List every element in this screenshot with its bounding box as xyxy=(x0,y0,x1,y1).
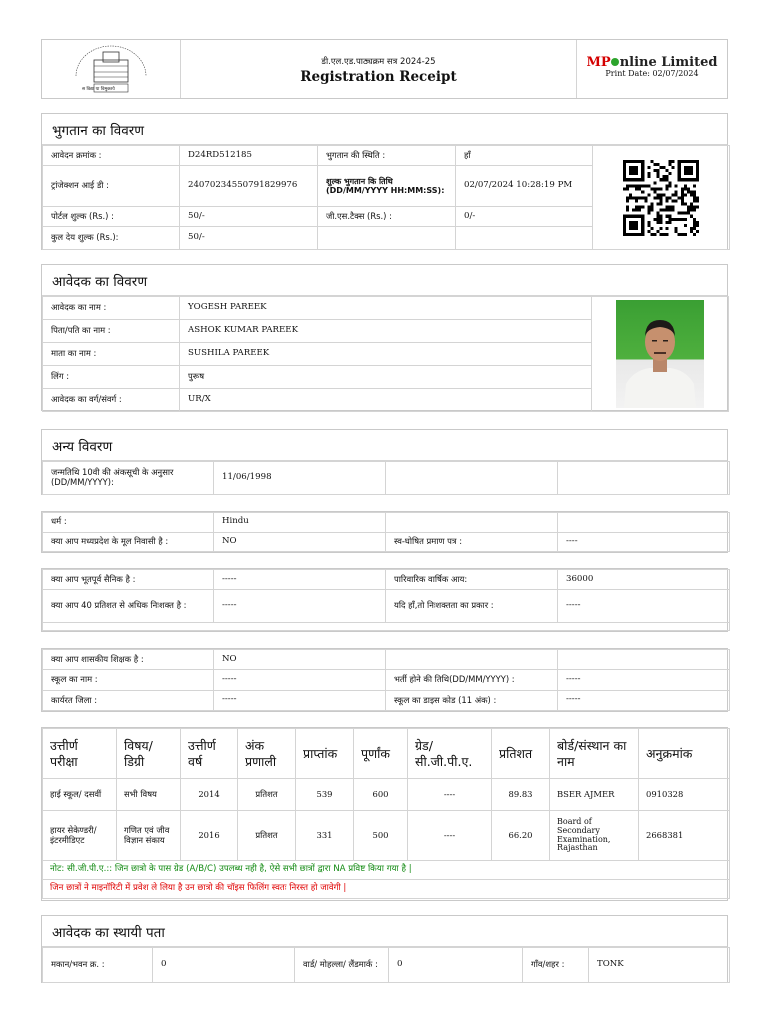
photo-cell xyxy=(592,297,729,412)
date-label: शुल्क भुगतान कि तिथि (DD/MM/YYYY HH:MM:SS): xyxy=(318,166,456,207)
edu-header-rollno: अनुक्रमांक xyxy=(639,729,730,779)
app-no-value: D24RD512185 xyxy=(180,146,318,166)
ward-value: 0 xyxy=(389,948,523,983)
qr-cell xyxy=(593,146,730,250)
edu-header-grade: ग्रेड/ सी.जी.पी.ए. xyxy=(408,729,492,779)
person-photo-icon xyxy=(616,300,704,408)
house-value: 0 xyxy=(153,948,295,983)
village-value: TONK xyxy=(589,948,730,983)
edu-cell: 2014 xyxy=(181,779,238,811)
religion-value: Hindu xyxy=(214,513,386,533)
brand-rest: nline Limited xyxy=(619,55,718,70)
gst-value: 0/- xyxy=(456,207,593,227)
applicant-title: आवेदक का विवरण xyxy=(42,265,727,296)
status-label: भुगतान की स्थिति : xyxy=(318,146,456,166)
logo-motto: स विद्या या विमुक्तये xyxy=(82,87,115,92)
edu-cell: 500 xyxy=(354,811,408,861)
education-header-row xyxy=(43,729,730,779)
disability-type-value: ----- xyxy=(558,590,730,623)
native-label: क्या आप मध्यप्रदेश के मूल निवासी है : xyxy=(43,532,214,552)
edu-header-total: पूर्णांक xyxy=(354,729,408,779)
edu-cell: हाई स्कूल/ दसवीं xyxy=(43,779,117,811)
brand-block xyxy=(576,40,727,98)
app-no-label: आवेदन क्रमांक : xyxy=(43,146,180,166)
edu-header-subject: विषय/ डिग्री xyxy=(117,729,181,779)
logo xyxy=(42,40,181,98)
applicant-section xyxy=(41,264,728,411)
payment-title: भुगतान का विवरण xyxy=(42,114,727,145)
edu-cell: हायर सेकेण्डरी/ इंटरमीडिएट xyxy=(43,811,117,861)
edu-cell: 600 xyxy=(354,779,408,811)
edu-header-system: अंक प्रणाली xyxy=(238,729,296,779)
name-value: YOGESH PAREEK xyxy=(180,297,592,320)
payment-section xyxy=(41,113,728,250)
joining-value: ----- xyxy=(558,670,730,690)
district-label: कार्यरत जिला : xyxy=(43,690,214,710)
house-label: मकान/भवन क्र. : xyxy=(43,948,153,983)
joining-label: भर्ती होने की तिथि(DD/MM/YYYY) : xyxy=(386,670,558,690)
district-value: ----- xyxy=(214,690,386,710)
dise-label: स्कूल का डाइस कोड (11 अंक) : xyxy=(386,690,558,710)
edu-cell: BSER AJMER xyxy=(550,779,639,811)
school-value: ----- xyxy=(214,670,386,690)
education-section xyxy=(41,727,728,901)
disabled-value: ----- xyxy=(214,590,386,623)
ward-label: वार्ड/ मोहल्ला/ लैंडमार्क : xyxy=(295,948,389,983)
teacher-table xyxy=(41,648,728,712)
date-value: 02/07/2024 10:28:19 PM xyxy=(456,166,593,207)
receipt-header xyxy=(41,39,728,99)
gender-label: लिंग : xyxy=(43,366,180,389)
school-label: स्कूल का नाम : xyxy=(43,670,214,690)
exserv-table xyxy=(41,568,728,632)
govt-teacher-value: NO xyxy=(214,650,386,670)
edu-cell: 331 xyxy=(296,811,354,861)
brand-o-icon xyxy=(611,58,619,66)
edu-header-exam: उत्तीर्ण परीक्षा xyxy=(43,729,117,779)
total-value: 50/- xyxy=(180,227,318,250)
other-section xyxy=(41,429,728,495)
brand-mp: MP xyxy=(586,55,611,70)
religion-label: धर्म : xyxy=(43,513,214,533)
status-value: हाँ xyxy=(456,146,593,166)
qr-code-icon xyxy=(623,160,699,236)
edu-header-percent: प्रतिशत xyxy=(492,729,550,779)
father-value: ASHOK KUMAR PAREEK xyxy=(180,320,592,343)
total-label: कुल देय शुल्क (Rs.): xyxy=(43,227,180,250)
edu-cell: 539 xyxy=(296,779,354,811)
edu-cell: 0910328 xyxy=(639,779,730,811)
edu-cell: ---- xyxy=(408,779,492,811)
edu-header-board: बोर्ड/संस्थान का नाम xyxy=(550,729,639,779)
village-label: गाँव/शहर : xyxy=(523,948,589,983)
self-cert-label: स्व-घोषित प्रमाण पत्र : xyxy=(386,532,558,552)
table-row xyxy=(43,811,730,861)
category-value: UR/X xyxy=(180,388,592,411)
disability-type-label: यदि हाँ,तो निःशक्तता का प्रकार : xyxy=(386,590,558,623)
dob-label: जन्मतिथि 10वी की अंकसूची के अनुसार (DD/MM/YYYY): xyxy=(43,462,214,495)
category-label: आवेदक का वर्ग/संवर्ग : xyxy=(43,388,180,411)
edu-cell: गणित एवं जीव विज्ञान संकाय xyxy=(117,811,181,861)
edu-cell: 2016 xyxy=(181,811,238,861)
exserv-value: ----- xyxy=(214,570,386,590)
dise-value: ----- xyxy=(558,690,730,710)
education-table xyxy=(42,728,730,899)
edu-cell: ---- xyxy=(408,811,492,861)
edu-cell: 89.83 xyxy=(492,779,550,811)
religion-table xyxy=(41,511,728,553)
native-value: NO xyxy=(214,532,386,552)
dob-value: 11/06/1998 xyxy=(214,462,386,495)
address-title: आवेदक का स्थायी पता xyxy=(42,916,727,947)
edu-cell: प्रतिशत xyxy=(238,779,296,811)
mother-value: SUSHILA PAREEK xyxy=(180,343,592,366)
exserv-label: क्या आप भूतपूर्व सैनिक है : xyxy=(43,570,214,590)
other-title: अन्य विवरण xyxy=(42,430,727,461)
self-cert-value: ---- xyxy=(558,532,730,552)
edu-header-year: उत्तीर्ण वर्ष xyxy=(181,729,238,779)
table-row xyxy=(43,779,730,811)
address-section xyxy=(41,915,728,983)
portal-value: 50/- xyxy=(180,207,318,227)
disabled-label: क्या आप 40 प्रतिशत से अधिक निःशक्त है : xyxy=(43,590,214,623)
edu-cell: सभी विषय xyxy=(117,779,181,811)
txn-value: 24070234550791829976 xyxy=(180,166,318,207)
edu-cell: प्रतिशत xyxy=(238,811,296,861)
portal-label: पोर्टल शुल्क (Rs.) : xyxy=(43,207,180,227)
gst-label: जी.एस.टैक्स (Rs.) : xyxy=(318,207,456,227)
father-label: पिता/पति का नाम : xyxy=(43,320,180,343)
txn-label: ट्रांजेक्शन आई डी : xyxy=(43,166,180,207)
minority-note: जिन छात्रों ने माइनॉरिटी में प्रवेश ले लिया है उन छात्रो की चॉइस फिलिंग स्वतः निरस्त हो जावेगी | xyxy=(43,880,730,899)
course-line: डी.एल.एड.पाठ्यक्रम सत्र 2024-25 xyxy=(321,57,436,67)
edu-header-obtained: प्राप्तांक xyxy=(296,729,354,779)
gender-value: पुरूष xyxy=(180,366,592,389)
income-label: पारिवारिक वार्षिक आय: xyxy=(386,570,558,590)
edu-cell: 2668381 xyxy=(639,811,730,861)
govt-teacher-label: क्या आप शासकीय शिक्षक है : xyxy=(43,650,214,670)
cgpa-note: नोट: सी.जी.पी.ए.:: जिन छात्रो के पास ग्रेड (A/B/C) उपलब्ध नही है, ऐसे सभी छात्रों द्वारा NA प्रविष्ट किया गया है | xyxy=(43,861,730,880)
income-value: 36000 xyxy=(558,570,730,590)
page-title: Registration Receipt xyxy=(300,69,457,85)
mother-label: माता का नाम : xyxy=(43,343,180,366)
applicant-photo xyxy=(616,300,704,408)
print-date: Print Date: 02/07/2024 xyxy=(605,69,699,78)
edu-cell: 66.20 xyxy=(492,811,550,861)
name-label: आवेदक का नाम : xyxy=(43,297,180,320)
edu-cell: Board of Secondary Examination, Rajasthan xyxy=(550,811,639,861)
